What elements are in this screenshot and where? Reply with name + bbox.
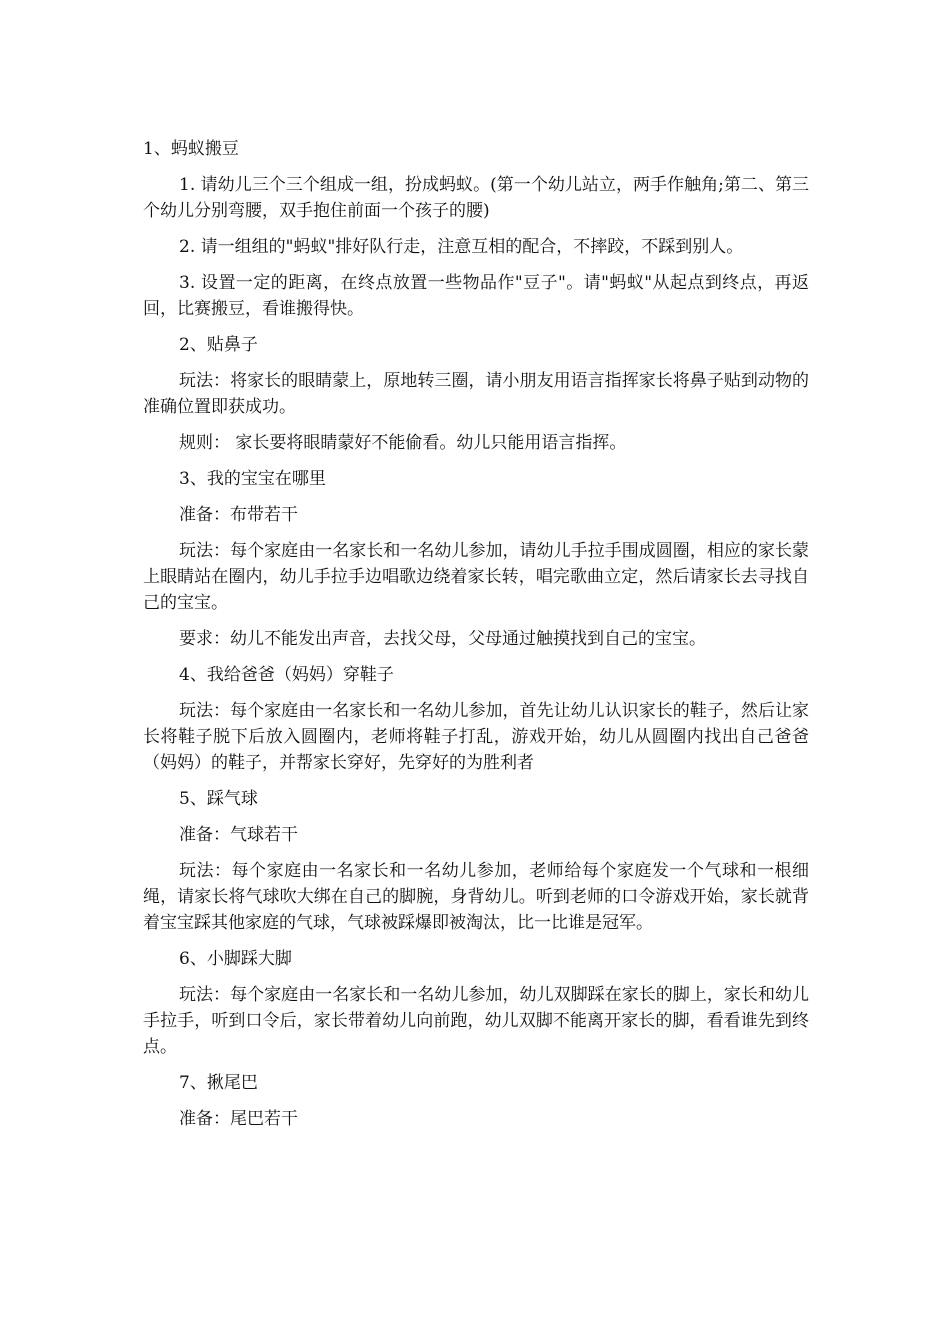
document-body (143, 136, 809, 1142)
section-heading-where-is-my-baby: 3、我的宝宝在哪里 (179, 469, 326, 489)
section-heading-put-on-shoes: 4、我给爸爸（妈妈）穿鞋子 (179, 665, 394, 685)
paragraph: 玩法：每个家庭由一名家长和一名幼儿参加，首先让幼儿认识家长的鞋子，然后让家长将鞋子脱下后放入圆圈内，老师将鞋子打乱，游戏开始，幼儿从圆圈内找出自己爸爸（妈妈）的鞋子，并帮家长穿好，先穿好的为胜利者 (143, 701, 809, 773)
paragraph: 玩法：将家长的眼睛蒙上，原地转三圈，请小朋友用语言指挥家长将鼻子贴到动物的准确位置即获成功。 (143, 371, 809, 417)
paragraph: 玩法：每个家庭由一名家长和一名幼儿参加，老师给每个家庭发一个气球和一根细绳，请家长将气球吹大绑在自己的脚腕，身背幼儿。听到老师的口令游戏开始，家长就背着宝宝踩其他家庭的气球，气球被踩爆即被淘汰，比一比谁是冠军。 (143, 861, 809, 933)
paragraph: 要求：幼儿不能发出声音，去找父母，父母通过触摸找到自己的宝宝。 (179, 629, 706, 649)
paragraph: 玩法：每个家庭由一名家长和一名幼儿参加，请幼儿手拉手围成圆圈，相应的家长蒙上眼睛站在圈内，幼儿手拉手边唱歌边绕着家长转，唱完歌曲立定，然后请家长去寻找自己的宝宝。 (143, 541, 809, 613)
paragraph: 3. 设置一定的距离，在终点放置一些物品作"豆子"。请"蚂蚁"从起点到终点，再返回，比赛搬豆，看谁搬得快。 (143, 273, 809, 319)
paragraph: 玩法：每个家庭由一名家长和一名幼儿参加，幼儿双脚踩在家长的脚上，家长和幼儿手拉手，听到口令后，家长带着幼儿向前跑，幼儿双脚不能离开家长的脚，看看谁先到终点。 (143, 985, 809, 1057)
paragraph: 1. 请幼儿三个三个组成一组，扮成蚂蚁。(第一个幼儿站立，两手作触角;第二、第三个幼儿分别弯腰，双手抱住前面一个孩子的腰) (143, 175, 809, 221)
section-heading-step-on-balloons: 5、踩气球 (179, 789, 258, 809)
paragraph: 准备：气球若干 (179, 825, 298, 845)
section-heading-pull-tail: 7、揪尾巴 (179, 1073, 258, 1093)
paragraph: 2. 请一组组的"蚂蚁"排好队行走，注意互相的配合，不摔跤，不踩到别人。 (179, 237, 744, 257)
paragraph: 准备：尾巴若干 (179, 1109, 298, 1129)
section-heading-ant-carry-beans: 1、蚂蚁搬豆 (143, 139, 239, 159)
section-heading-stick-nose: 2、贴鼻子 (179, 335, 258, 355)
section-heading-small-feet-big-feet: 6、小脚踩大脚 (179, 949, 292, 969)
paragraph: 准备：布带若干 (179, 505, 298, 525)
paragraph: 规则： 家长要将眼睛蒙好不能偷看。幼儿只能用语言指挥。 (179, 433, 627, 453)
